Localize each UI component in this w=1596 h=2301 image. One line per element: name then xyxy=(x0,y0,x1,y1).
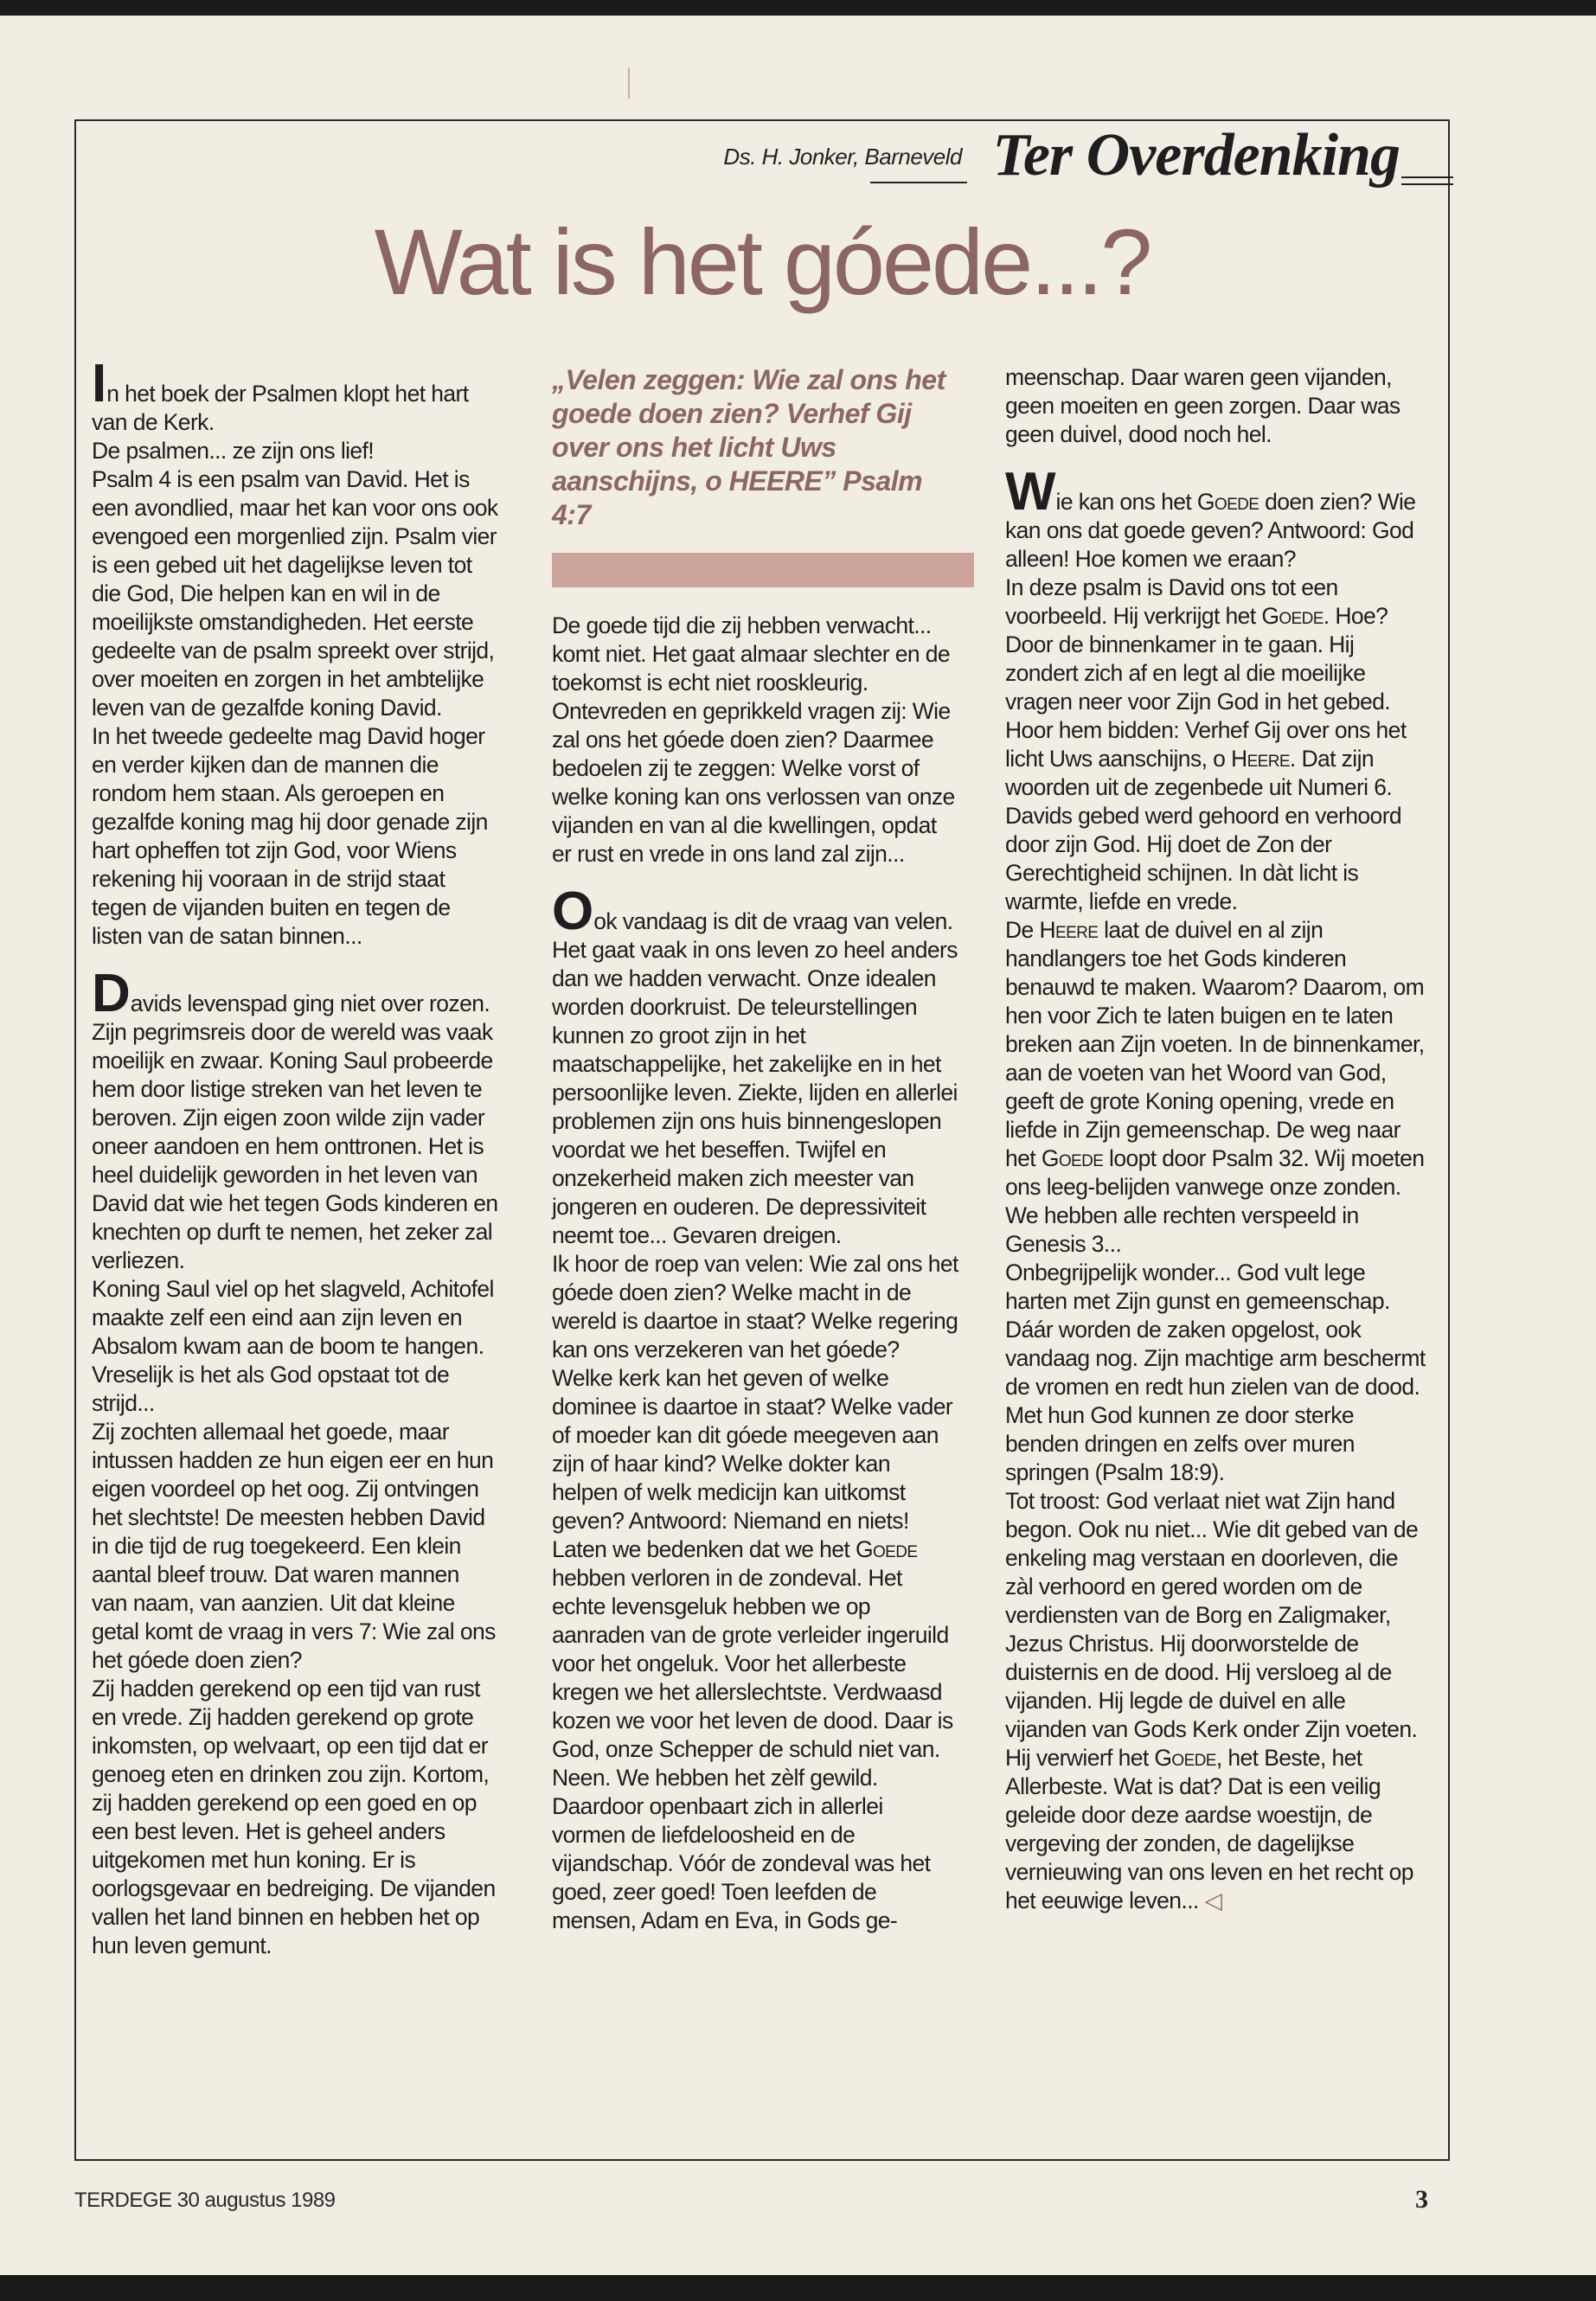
rubric-title: Ter Overdenking xyxy=(992,122,1400,189)
article-column-3 xyxy=(1005,363,1431,1915)
paragraph: In het boek der Psalmen klopt het hart van de Kerk. xyxy=(92,354,469,435)
drop-cap: W xyxy=(1005,462,1056,522)
paragraph: Ontevreden en geprikkeld vragen zij: Wie zal ons het góede doen zien? Daarmee bedoelen zij te zeggen: Welke vorst of welke koning kan ons verlossen van onze vijanden en van al die kwellingen, opdat er rust en vrede in ons land zal zijn... xyxy=(552,698,955,867)
paragraph: In het tweede gedeelte mag David hoger en verder kijken dan de mannen die rondom hem staan. Als geroepen en gezalfde koning mag hij door genade zijn hart opheffen tot zijn God, voor Wiens rekening hij vooraan in de strijd staat tegen de vijanden buiten en tegen de listen van de satan binnen... xyxy=(92,723,488,949)
drop-cap: D xyxy=(92,964,131,1023)
article-column-1 xyxy=(92,354,498,1960)
pull-quote: „Velen zeggen: Wie zal ons het goede doen zien? Verhef Gij over ons het licht Uws aanschijns, o HEERE” Psalm 4:7 xyxy=(552,364,945,530)
paragraph: Koning Saul viel op het slagveld, Achitofel maakte zelf een eind aan zijn leven en Absalom kwam aan de boom te hangen. Vreselijk is het als God opstaat tot de strijd... xyxy=(92,1276,494,1416)
paragraph: Onbegrijpelijk wonder... God vult lege harten met Zijn gunst en gemeenschap. Dáár worden de zaken opgelost, ook vandaag nog. Zijn machtige arm beschermt de vromen en redt hun zielen van de dood. Met hun God kunnen ze door sterke benden dringen en zelfs over muren springen (Psalm 18:9). xyxy=(1005,1259,1426,1485)
author-byline: Ds. H. Jonker, Barneveld xyxy=(723,144,962,170)
paragraph: Hoor hem bidden: Verhef Gij over ons het licht Uws aanschijns, o Heere. Dat zijn woorden uit de zegenbede uit Numeri 6. xyxy=(1005,717,1407,800)
header-rule-double-top xyxy=(1401,176,1453,178)
paragraph: De Heere laat de duivel en al zijn handlangers toe het Gods kinderen benauwd te maken. Waarom? Daarom, om hen voor Zich te laten buigen en te laten breken aan Zijn voeten. In de binnenkamer, aan de voeten van het Woord van God, geeft de grote Koning opening, vrede en liefde in Zijn gemeenschap. De weg naar het Goede loopt door Psalm 32. Wij moeten ons leeg-belijden vanwege onze zonden. We hebben alle rechten verspeeld in Genesis 3... xyxy=(1005,917,1425,1257)
drop-cap: O xyxy=(552,881,594,941)
paragraph: Zij zochten allemaal het goede, maar intussen hadden ze hun eigen eer en hun eigen voordeel op het oog. Zij ontvingen het slechtste! De meesten hebben David in die tijd de rug toegekeerd. Een klein aantal bleef trouw. Dat waren mannen van naam, van aanzien. Uit dat kleine getal komt de vraag in vers 7: Wie zal ons het góede doen zien? xyxy=(92,1419,496,1673)
paragraph: Psalm 4 is een psalm van David. Het is een avondlied, maar het kan voor ons ook evengoed een morgenlied zijn. Psalm vier is een gebed uit het dagelijkse leven tot die God, Die helpen kan en wil in de moeilijkste omstandigheden. Het eerste gedeelte van de psalm spreekt over strijd, over moeiten en zorgen in het ambtelijke leven van de gezalfde koning David. xyxy=(92,466,498,721)
paragraph: Wie kan ons het Goede doen zien? Wie kan ons dat goede geven? Antwoord: God alleen! Hoe komen we eraan? xyxy=(1005,462,1416,572)
paragraph: meenschap. Daar waren geen vijanden, geen moeiten en geen zorgen. Daar was geen duivel, dood noch hel. xyxy=(1005,364,1401,447)
drop-cap: I xyxy=(92,354,107,413)
article-header xyxy=(74,119,1450,197)
header-rule-double-bottom xyxy=(1401,183,1453,185)
header-rule xyxy=(870,182,967,183)
paragraph: Ook vandaag is dit de vraag van velen. Het gaat vaak in ons leven zo heel anders dan we hadden verwacht. Onze idealen worden doorkruist. De teleurstellingen kunnen zo groot zijn in het maatschappelijke, het zakelijke en in het persoonlijke leven. Ziekte, lijden en allerlei problemen zijn ons huis binnengeslopen voordat we het beseffen. Twijfel en onzekerheid maken zich meester van jongeren en ouderen. De depressiviteit neemt toe... Gevaren dreigen. xyxy=(552,881,958,1248)
pull-quote-bar xyxy=(552,553,974,587)
end-of-article-icon: ◁ xyxy=(1204,1888,1222,1913)
paragraph: Zij hadden gerekend op een tijd van rust en vrede. Zij hadden gerekend op grote inkomsten, op welvaart, op een tijd dat er genoeg eten en drinken zou zijn. Kortom, zij hadden gerekend op een goed en op een best leven. Het is geheel anders uitgekomen met hun koning. Er is oorlogsgevaar en bedreiging. De vijanden vallen het land binnen en hebben het op hun leven gemunt. xyxy=(92,1676,496,1958)
article-column-2 xyxy=(552,363,958,1935)
article-title: Wat is het góede...? xyxy=(374,209,1151,314)
paragraph: De psalmen... ze zijn ons lief! xyxy=(92,438,375,464)
paragraph: Davids levenspad ging niet over rozen. Zijn pegrimsreis door de wereld was vaak moeilijk en zwaar. Koning Saul probeerde hem door listige streken van het leven te beroven. Zijn eigen zoon wilde zijn vader oneer aandoen en hem onttronen. Het is heel duidelijk geworden in het leven van David dat wie het tegen Gods kinderen en knechten op durft te nemen, het zeker zal verliezen. xyxy=(92,964,498,1273)
paragraph: In deze psalm is David ons tot een voorbeeld. Hij verkrijgt het Goede. Hoe? Door de binnenkamer in te gaan. Hij zondert zich af en legt al die moeilijke vragen neer voor Zijn God in het gebed. xyxy=(1005,574,1391,715)
paragraph: Tot troost: God verlaat niet wat Zijn hand begon. Ook nu niet... Wie dit gebed van de enkeling mag verstaan en doorleven, die zàl verhoord en gered worden om de verdiensten van de Borg en Zaligmaker, Jezus Christus. Hij doorworstelde de duisternis en de dood. Hij versloeg al de vijanden. Hij legde de duivel en alle vijanden van Gods Kerk onder Zijn voeten. Hij verwierf het Goede, het Beste, het Allerbeste. Wat is dat? Dat is een veilig geleide door deze aardse woestijn, de vergeving der zonden, de dagelijkse vernieuwing van ons leven en het recht op het eeuwige leven... ◁ xyxy=(1005,1488,1419,1913)
fold-mark xyxy=(628,67,630,99)
paragraph: Davids gebed werd gehoord en verhoord door zijn God. Hij doet de Zon der Gerechtigheid schijnen. In dàt licht is warmte, liefde en vrede. xyxy=(1005,803,1402,914)
paragraph: De goede tijd die zij hebben verwacht... komt niet. Het gaat almaar slechter en de toekomst is echt niet rooskleurig. xyxy=(552,612,951,695)
page-number: 3 xyxy=(1415,2185,1428,2214)
publication-footer: TERDEGE 30 augustus 1989 xyxy=(74,2189,336,2212)
paragraph: Laten we bedenken dat we het Goede hebben verloren in de zondeval. Het echte levensgeluk hebben we op aanraden van de grote verleider ingeruild voor het ongeluk. Voor het allerbeste kregen we het allerslechtste. Verdwaasd kozen we voor het leven de dood. Daar is God, onze Schepper de schuld niet van. Neen. We hebben het zèlf gewild. Daardoor openbaart zich in allerlei vormen de liefdeloosheid en de vijandschap. Vóór de zondeval was het goed, zeer goed! Toen leefden de mensen, Adam en Eva, in Gods ge- xyxy=(552,1536,953,1933)
paragraph: Ik hoor de roep van velen: Wie zal ons het góede doen zien? Welke macht in de wereld is daartoe in staat? Welke regering kan ons verzekeren van het góede? Welke kerk kan het geven of welke dominee is daartoe in staat? Welke vader of moeder kan dit góede meegeven aan zijn of haar kind? Welke dokter kan helpen of welk medicijn kan uitkomst geven? Antwoord: Niemand en niets! xyxy=(552,1251,958,1534)
